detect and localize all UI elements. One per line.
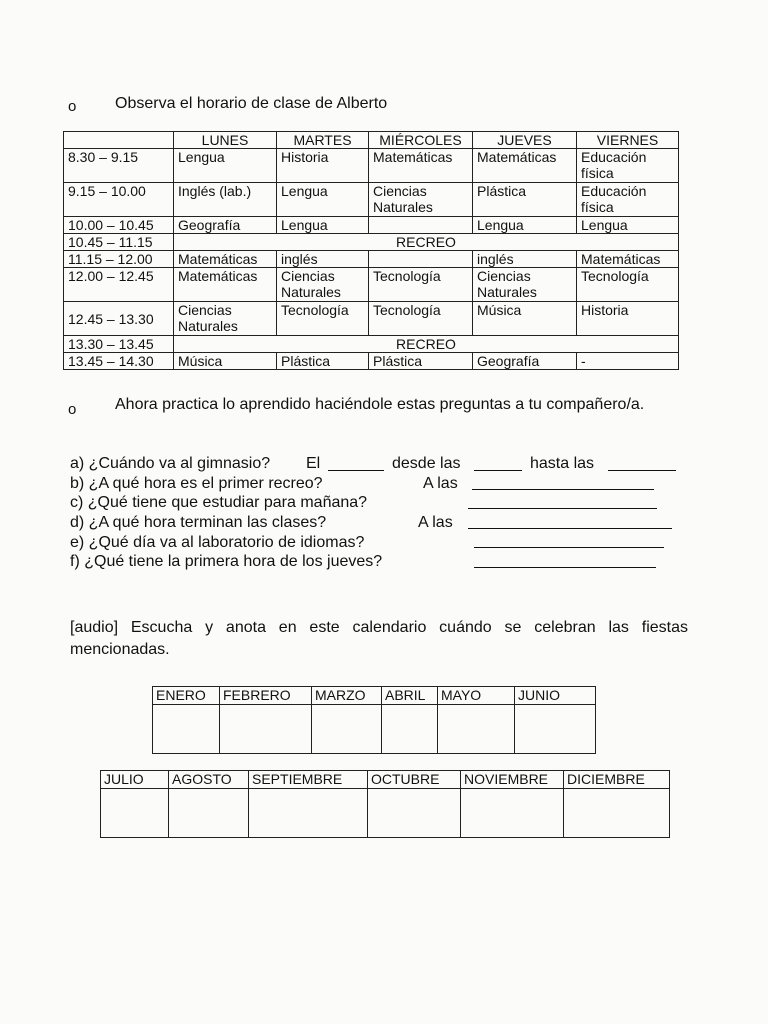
schedule-header-row: [64, 132, 679, 149]
month-diciembre: DICIEMBRE: [564, 771, 670, 789]
answer-blank-a1[interactable]: [328, 470, 384, 471]
class-cell: Tecnología: [577, 268, 679, 302]
month-junio: JUNIO: [515, 687, 596, 705]
question-a: a) ¿Cuándo va al gimnasio?: [70, 455, 271, 472]
header-miercoles: MIÉRCOLES: [369, 132, 473, 149]
answer-blank-f[interactable]: [474, 567, 656, 568]
question-f: f) ¿Qué tiene la primera hora de los jueves?: [70, 553, 383, 570]
question-a-desde: desde las: [392, 455, 461, 472]
schedule-row: [64, 268, 679, 302]
class-cell: Historia: [277, 149, 369, 183]
class-cell: Historia: [577, 302, 679, 336]
class-cell: Geografía: [174, 217, 277, 234]
answer-cell-diciembre[interactable]: [564, 789, 670, 838]
answer-blank-c[interactable]: [468, 508, 657, 509]
time-cell: 12.00 – 12.45: [64, 268, 174, 302]
time-cell: 10.45 – 11.15: [64, 234, 174, 251]
header-lunes: LUNES: [174, 132, 277, 149]
schedule-row: [64, 251, 679, 268]
answer-cell-febrero[interactable]: [220, 705, 312, 754]
answer-cell-marzo[interactable]: [312, 705, 382, 754]
month-enero: ENERO: [153, 687, 220, 705]
month-marzo: MARZO: [312, 687, 382, 705]
recreo-cell: RECREO: [174, 336, 679, 353]
month-julio: JULIO: [101, 771, 169, 789]
time-cell: 12.45 – 13.30: [64, 302, 174, 336]
bullet-2: o: [68, 401, 77, 418]
class-cell: inglés: [473, 251, 577, 268]
question-b-alas: A las: [423, 475, 458, 492]
schedule-row-recreo: [64, 234, 679, 251]
class-cell: Ciencias Naturales: [369, 183, 473, 217]
answer-blank-a3[interactable]: [608, 470, 676, 471]
answer-cell-junio[interactable]: [515, 705, 596, 754]
question-d-alas: A las: [418, 514, 453, 531]
instruction-2: Ahora practica lo aprendido haciéndole estas preguntas a tu compañero/a.: [115, 396, 645, 413]
calendar-header-row: [153, 687, 596, 705]
class-cell: Música: [174, 353, 277, 370]
class-cell: Lengua: [277, 183, 369, 217]
schedule-row: [64, 353, 679, 370]
class-cell: Geografía: [473, 353, 577, 370]
class-cell: Ciencias Naturales: [473, 268, 577, 302]
class-cell: Tecnología: [369, 302, 473, 336]
class-cell: inglés: [277, 251, 369, 268]
schedule-row: [64, 149, 679, 183]
month-septiembre: SEPTIEMBRE: [249, 771, 368, 789]
header-viernes: VIERNES: [577, 132, 679, 149]
instruction-1: Observa el horario de clase de Alberto: [115, 95, 388, 112]
answer-cell-abril[interactable]: [382, 705, 438, 754]
answer-blank-e[interactable]: [474, 547, 664, 548]
calendar-row-1: [152, 686, 596, 754]
schedule-table: [63, 131, 679, 370]
month-febrero: FEBRERO: [220, 687, 312, 705]
answer-cell-septiembre[interactable]: [249, 789, 368, 838]
answer-cell-noviembre[interactable]: [461, 789, 564, 838]
class-cell: Matemáticas: [473, 149, 577, 183]
class-cell: Matemáticas: [174, 268, 277, 302]
answer-blank-a2[interactable]: [474, 470, 522, 471]
class-cell: -: [577, 353, 679, 370]
class-cell: Lengua: [174, 149, 277, 183]
class-cell: [369, 251, 473, 268]
class-cell: [369, 217, 473, 234]
question-d: d) ¿A qué hora terminan las clases?: [70, 514, 327, 531]
time-cell: 13.45 – 14.30: [64, 353, 174, 370]
time-cell: 11.15 – 12.00: [64, 251, 174, 268]
instruction-3: [audio] Escucha y anota en este calendario cuándo se celebran las fiestas mencionadas.: [70, 619, 688, 658]
schedule-row: [64, 183, 679, 217]
class-cell: Música: [473, 302, 577, 336]
month-agosto: AGOSTO: [169, 771, 249, 789]
class-cell: Ciencias Naturales: [277, 268, 369, 302]
class-cell: Tecnología: [277, 302, 369, 336]
question-b: b) ¿A qué hora es el primer recreo?: [70, 475, 323, 492]
header-jueves: JUEVES: [473, 132, 577, 149]
answer-cell-enero[interactable]: [153, 705, 220, 754]
question-a-el: El: [306, 455, 321, 472]
class-cell: Educación física: [577, 183, 679, 217]
answer-blank-d[interactable]: [468, 528, 672, 529]
time-cell: 8.30 – 9.15: [64, 149, 174, 183]
answer-cell-julio[interactable]: [101, 789, 169, 838]
question-e: e) ¿Qué día va al laboratorio de idiomas?: [70, 534, 365, 551]
class-cell: Tecnología: [369, 268, 473, 302]
calendar-row-2: [100, 770, 670, 838]
question-a-hasta: hasta las: [530, 455, 595, 472]
bullet-1: o: [68, 98, 77, 115]
time-cell: 9.15 – 10.00: [64, 183, 174, 217]
class-cell: Lengua: [577, 217, 679, 234]
calendar-answer-row: [101, 789, 670, 838]
month-noviembre: NOVIEMBRE: [461, 771, 564, 789]
question-c: c) ¿Qué tiene que estudiar para mañana?: [70, 494, 368, 511]
schedule-row: [64, 217, 679, 234]
month-abril: ABRIL: [382, 687, 438, 705]
answer-cell-mayo[interactable]: [438, 705, 515, 754]
class-cell: Matemáticas: [174, 251, 277, 268]
calendar-answer-row: [153, 705, 596, 754]
class-cell: Plástica: [473, 183, 577, 217]
class-cell: Educación física: [577, 149, 679, 183]
recreo-cell: RECREO: [174, 234, 679, 251]
header-martes: MARTES: [277, 132, 369, 149]
month-octubre: OCTUBRE: [368, 771, 461, 789]
class-cell: Lengua: [473, 217, 577, 234]
calendar-header-row: [101, 771, 670, 789]
class-cell: Inglés (lab.): [174, 183, 277, 217]
header-time: [64, 132, 174, 149]
schedule-row: [64, 302, 679, 336]
class-cell: Matemáticas: [369, 149, 473, 183]
class-cell: Plástica: [277, 353, 369, 370]
answer-cell-octubre[interactable]: [368, 789, 461, 838]
class-cell: Plástica: [369, 353, 473, 370]
schedule-row-recreo: [64, 336, 679, 353]
answer-blank-b[interactable]: [472, 489, 654, 490]
answer-cell-agosto[interactable]: [169, 789, 249, 838]
month-mayo: MAYO: [438, 687, 515, 705]
class-cell: Lengua: [277, 217, 369, 234]
time-cell: 10.00 – 10.45: [64, 217, 174, 234]
class-cell: Matemáticas: [577, 251, 679, 268]
time-cell: 13.30 – 13.45: [64, 336, 174, 353]
class-cell: Ciencias Naturales: [174, 302, 277, 336]
